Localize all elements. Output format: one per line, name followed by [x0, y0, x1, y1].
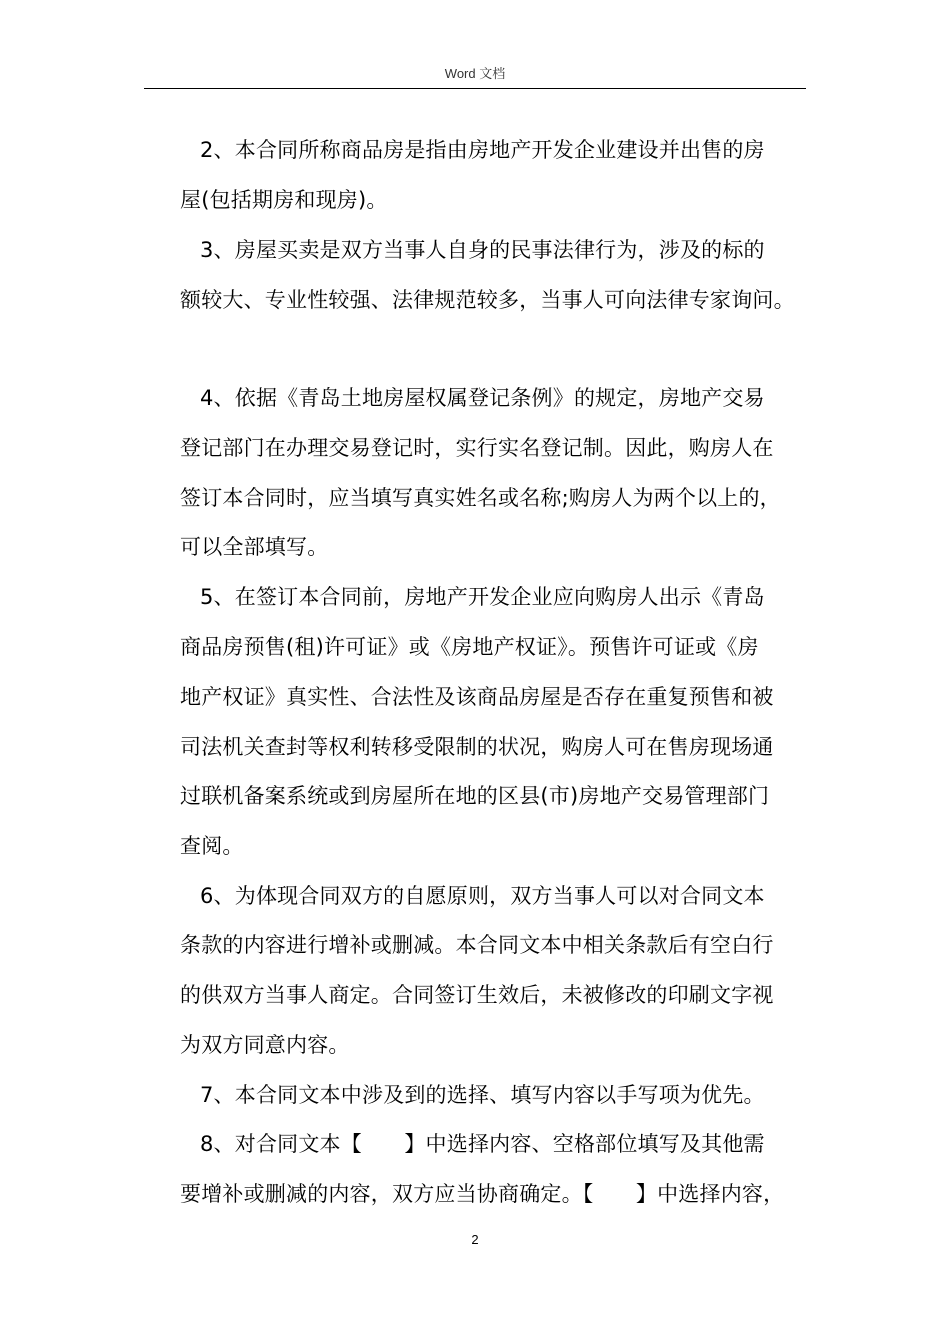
body-line: 查阅。 — [180, 834, 244, 858]
page-number: 2 — [471, 1232, 479, 1247]
body-line: 签订本合同时，应当填写真实姓名或名称;购房人为两个以上的， — [180, 486, 781, 510]
body-line: 8、对合同文本【 】中选择内容、空格部位填写及其他需 — [200, 1132, 765, 1156]
body-line: 可以全部填写。 — [180, 535, 329, 559]
body-line: 要增补或删减的内容，双方应当协商确定。【 】中选择内容， — [180, 1182, 785, 1206]
body-line: 屋(包括期房和现房)。 — [180, 188, 388, 212]
body-line: 登记部门在办理交易登记时，实行实名登记制。因此，购房人在 — [180, 436, 774, 460]
header-divider — [144, 88, 806, 89]
body-line: 地产权证》真实性、合法性及该商品房屋是否存在重复预售和被 — [180, 685, 774, 709]
body-line: 6、为体现合同双方的自愿原则，双方当事人可以对合同文本 — [200, 884, 765, 908]
body-line: 为双方同意内容。 — [180, 1033, 350, 1057]
body-line: 司法机关查封等权利转移受限制的状况，购房人可在售房现场通 — [180, 735, 774, 759]
body-line: 4、依据《青岛土地房屋权属登记条例》的规定，房地产交易 — [200, 386, 765, 410]
body-line: 的供双方当事人商定。合同签订生效后，未被修改的印刷文字视 — [180, 983, 774, 1007]
body-line: 5、在签订本合同前，房地产开发企业应向购房人出示《青岛 — [200, 585, 765, 609]
body-line: 3、房屋买卖是双方当事人自身的民事法律行为，涉及的标的 — [200, 238, 765, 262]
body-line: 商品房预售(租)许可证》或《房地产权证》。预售许可证或《房 — [180, 635, 759, 659]
body-line: 额较大、专业性较强、法律规范较多，当事人可向法律专家询问。 — [180, 288, 795, 312]
body-line: 过联机备案系统或到房屋所在地的区县(市)房地产交易管理部门 — [180, 784, 770, 808]
body-line: 条款的内容进行增补或删减。本合同文本中相关条款后有空白行 — [180, 933, 774, 957]
body-line: 2、本合同所称商品房是指由房地产开发企业建设并出售的房 — [200, 138, 765, 162]
document-header-title: Word 文档 — [444, 66, 506, 81]
body-line: 7、本合同文本中涉及到的选择、填写内容以手写项为优先。 — [200, 1083, 765, 1107]
